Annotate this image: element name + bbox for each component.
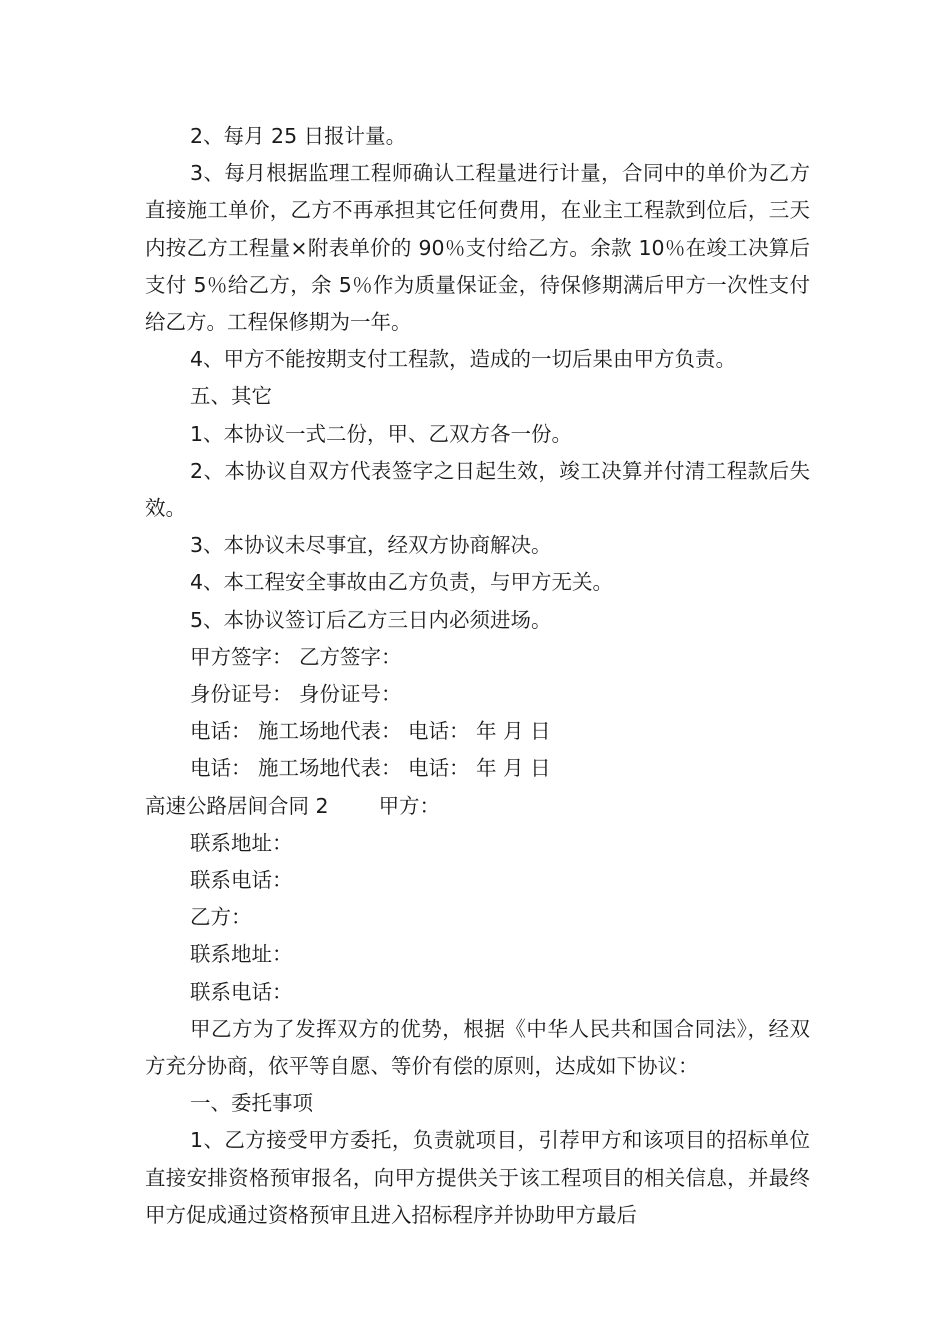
party-b-label: 乙方：: [190, 905, 252, 930]
clause-payment-3: 3、每月根据监理工程师确认工程量进行计量，合同中的单价为乙方直接施工单价，乙方不再承担其它任何费用，在业主工程款到位后，三天内按乙方工程量×附表单价的 90％支付给乙方。余款 10％在竣工决算后支付 5％给乙方，余 5％作为质量保证金，待保修期满后甲方一次性支付给乙方。工程保修期为一年。: [145, 161, 810, 335]
party-b-phone: 联系电话：: [190, 979, 293, 1004]
clause-other-4: 4、本工程安全事故由乙方负责，与甲方无关。: [190, 570, 614, 595]
contract2-title: 高速公路居间合同 2: [145, 793, 329, 818]
phone-line-2: 电话： 施工场地代表： 电话： 年 月 日: [190, 756, 551, 781]
contract2-heading-line: [145, 788, 810, 825]
clause-other-5: 5、本协议签订后乙方三日内必须进场。: [190, 607, 552, 632]
party-a-address: 联系地址：: [190, 830, 293, 855]
clause-entrusted-1: 1、乙方接受甲方委托，负责就项目，引荐甲方和该项目的招标单位直接安排资格预审报名，向甲方提供关于该工程项目的相关信息，并最终甲方促成通过资格预审且进入招标程序并协助甲方最后: [145, 1128, 810, 1227]
section-heading-other: 五、其它: [190, 384, 272, 409]
party-a-phone: 联系电话：: [190, 868, 293, 893]
preamble-paragraph: 甲乙方为了发挥双方的优势，根据《中华人民共和国合同法》，经双方充分协商，依平等自愿、等价有偿的原则，达成如下协议：: [145, 1016, 810, 1079]
clause-other-1: 1、本协议一式二份，甲、乙双方各一份。: [190, 421, 573, 446]
signature-line: 甲方签字： 乙方签字：: [190, 644, 402, 669]
contract2-party-a: 甲方：: [378, 793, 441, 818]
party-b-address: 联系地址：: [190, 942, 293, 967]
document-body: [145, 118, 810, 1234]
phone-line-1: 电话： 施工场地代表： 电话： 年 月 日: [190, 719, 551, 744]
clause-payment-4: 4、甲方不能按期支付工程款，造成的一切后果由甲方负责。: [190, 347, 737, 372]
clause-payment-2: 2、每月 25 日报计量。: [190, 124, 407, 148]
clause-other-3: 3、本协议未尽事宜，经双方协商解决。: [190, 533, 552, 558]
clause-other-2: 2、本协议自双方代表签字之日起生效，竣工决算并付清工程款后失效。: [145, 458, 810, 521]
id-number-line: 身份证号： 身份证号：: [190, 682, 402, 707]
section-heading-entrusted-matters: 一、委托事项: [190, 1091, 313, 1116]
